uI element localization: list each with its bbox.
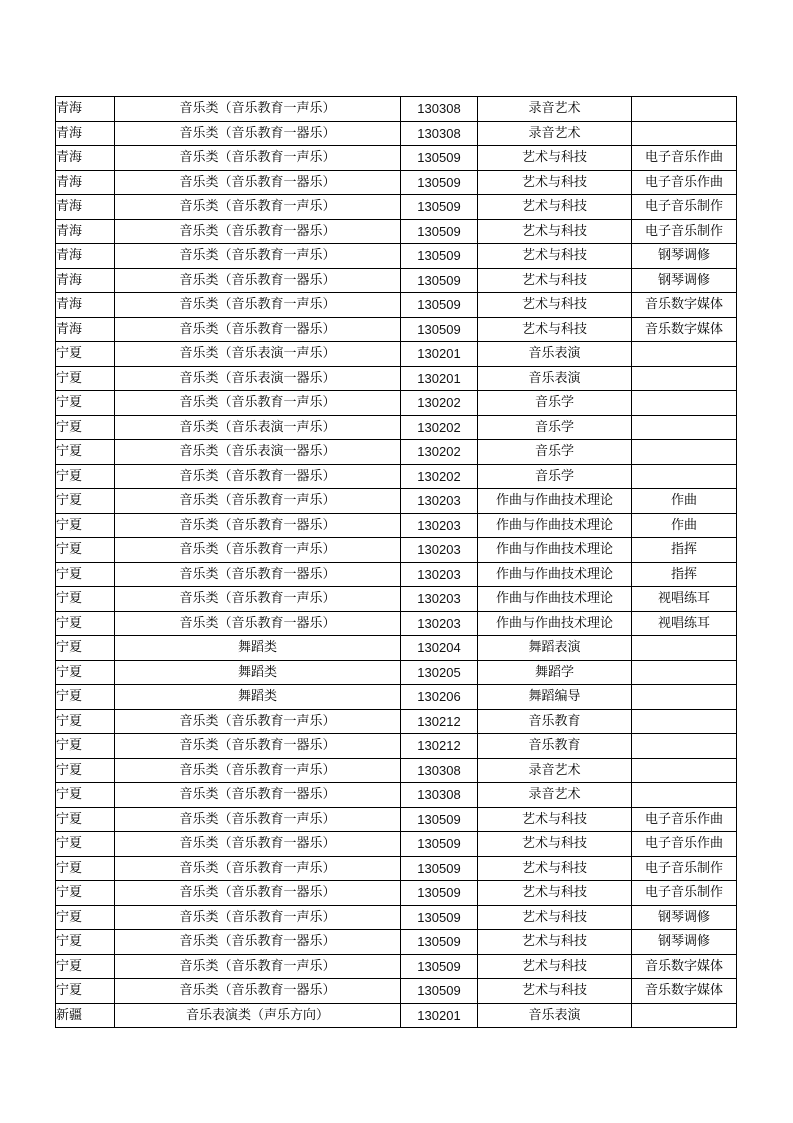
province-cell: 青海: [56, 219, 115, 244]
category-cell: 音乐类（音乐表演一器乐）: [115, 366, 401, 391]
direction-cell: [632, 685, 737, 710]
major-name-cell: 作曲与作曲技术理论: [478, 611, 632, 636]
direction-cell: [632, 783, 737, 808]
direction-cell: [632, 660, 737, 685]
major-name-cell: 艺术与科技: [478, 317, 632, 342]
category-cell: 音乐类（音乐教育一器乐）: [115, 219, 401, 244]
table-row: [56, 660, 737, 685]
major-code-cell: 130509: [401, 146, 478, 171]
table-row: [56, 391, 737, 416]
major-name-cell: 音乐学: [478, 440, 632, 465]
direction-cell: 电子音乐作曲: [632, 146, 737, 171]
province-cell: 青海: [56, 268, 115, 293]
province-cell: 宁夏: [56, 342, 115, 367]
direction-cell: 音乐数字媒体: [632, 293, 737, 318]
table-row: [56, 121, 737, 146]
table-row: [56, 832, 737, 857]
direction-cell: [632, 415, 737, 440]
category-cell: 音乐类（音乐教育一声乐）: [115, 856, 401, 881]
direction-cell: 电子音乐制作: [632, 195, 737, 220]
major-code-cell: 130308: [401, 783, 478, 808]
table-row: [56, 268, 737, 293]
category-cell: 音乐类（音乐教育一器乐）: [115, 979, 401, 1004]
major-name-cell: 作曲与作曲技术理论: [478, 489, 632, 514]
province-cell: 青海: [56, 97, 115, 122]
category-cell: 音乐类（音乐教育一器乐）: [115, 513, 401, 538]
direction-cell: [632, 758, 737, 783]
category-cell: 音乐类（音乐教育一器乐）: [115, 930, 401, 955]
direction-cell: 钢琴调修: [632, 905, 737, 930]
table-row: [56, 758, 737, 783]
category-cell: 音乐类（音乐教育一声乐）: [115, 538, 401, 563]
province-cell: 宁夏: [56, 464, 115, 489]
province-cell: 宁夏: [56, 391, 115, 416]
category-cell: 音乐类（音乐教育一声乐）: [115, 293, 401, 318]
major-name-cell: 艺术与科技: [478, 905, 632, 930]
province-cell: 宁夏: [56, 440, 115, 465]
major-code-cell: 130202: [401, 464, 478, 489]
category-cell: 音乐类（音乐教育一器乐）: [115, 317, 401, 342]
category-cell: 音乐类（音乐表演一声乐）: [115, 342, 401, 367]
direction-cell: 视唱练耳: [632, 587, 737, 612]
direction-cell: 音乐数字媒体: [632, 317, 737, 342]
direction-cell: [632, 440, 737, 465]
major-name-cell: 艺术与科技: [478, 195, 632, 220]
category-cell: 音乐类（音乐教育一器乐）: [115, 783, 401, 808]
major-name-cell: 艺术与科技: [478, 219, 632, 244]
major-name-cell: 艺术与科技: [478, 807, 632, 832]
table-row: [56, 538, 737, 563]
table-row: [56, 930, 737, 955]
province-cell: 宁夏: [56, 881, 115, 906]
major-name-cell: 音乐表演: [478, 366, 632, 391]
major-code-cell: 130509: [401, 881, 478, 906]
category-cell: 舞蹈类: [115, 636, 401, 661]
province-cell: 宁夏: [56, 538, 115, 563]
table-row: [56, 415, 737, 440]
admissions-table: [55, 96, 737, 1028]
major-name-cell: 艺术与科技: [478, 146, 632, 171]
direction-cell: [632, 97, 737, 122]
direction-cell: [632, 636, 737, 661]
province-cell: 宁夏: [56, 856, 115, 881]
category-cell: 舞蹈类: [115, 660, 401, 685]
province-cell: 新疆: [56, 1003, 115, 1028]
major-name-cell: 音乐教育: [478, 734, 632, 759]
category-cell: 音乐类（音乐教育一器乐）: [115, 562, 401, 587]
province-cell: 宁夏: [56, 930, 115, 955]
province-cell: 青海: [56, 146, 115, 171]
major-code-cell: 130204: [401, 636, 478, 661]
category-cell: 音乐类（音乐教育一声乐）: [115, 146, 401, 171]
category-cell: 音乐类（音乐教育一器乐）: [115, 832, 401, 857]
table-row: [56, 146, 737, 171]
major-code-cell: 130308: [401, 758, 478, 783]
category-cell: 音乐类（音乐教育一声乐）: [115, 807, 401, 832]
table-row: [56, 783, 737, 808]
major-name-cell: 艺术与科技: [478, 979, 632, 1004]
category-cell: 音乐类（音乐教育一器乐）: [115, 268, 401, 293]
major-code-cell: 130509: [401, 832, 478, 857]
province-cell: 青海: [56, 317, 115, 342]
table-row: [56, 562, 737, 587]
direction-cell: 电子音乐制作: [632, 881, 737, 906]
direction-cell: 钢琴调修: [632, 268, 737, 293]
major-code-cell: 130203: [401, 562, 478, 587]
category-cell: 音乐类（音乐教育一声乐）: [115, 905, 401, 930]
direction-cell: [632, 342, 737, 367]
province-cell: 青海: [56, 195, 115, 220]
province-cell: 宁夏: [56, 954, 115, 979]
direction-cell: 钢琴调修: [632, 244, 737, 269]
major-code-cell: 130201: [401, 366, 478, 391]
major-name-cell: 音乐学: [478, 464, 632, 489]
province-cell: 宁夏: [56, 783, 115, 808]
category-cell: 音乐类（音乐教育一器乐）: [115, 464, 401, 489]
category-cell: 音乐类（音乐教育一器乐）: [115, 611, 401, 636]
major-code-cell: 130205: [401, 660, 478, 685]
major-code-cell: 130203: [401, 513, 478, 538]
category-cell: 音乐类（音乐教育一器乐）: [115, 881, 401, 906]
province-cell: 宁夏: [56, 366, 115, 391]
category-cell: 音乐类（音乐教育一声乐）: [115, 195, 401, 220]
major-code-cell: 130509: [401, 807, 478, 832]
province-cell: 宁夏: [56, 734, 115, 759]
major-code-cell: 130509: [401, 856, 478, 881]
major-name-cell: 艺术与科技: [478, 832, 632, 857]
table-row: [56, 244, 737, 269]
major-name-cell: 舞蹈编导: [478, 685, 632, 710]
major-name-cell: 舞蹈表演: [478, 636, 632, 661]
major-name-cell: 作曲与作曲技术理论: [478, 587, 632, 612]
major-code-cell: 130201: [401, 342, 478, 367]
major-name-cell: 录音艺术: [478, 783, 632, 808]
major-name-cell: 音乐学: [478, 391, 632, 416]
province-cell: 宁夏: [56, 562, 115, 587]
category-cell: 舞蹈类: [115, 685, 401, 710]
table-row: [56, 905, 737, 930]
major-code-cell: 130203: [401, 611, 478, 636]
direction-cell: [632, 734, 737, 759]
category-cell: 音乐类（音乐教育一器乐）: [115, 734, 401, 759]
category-cell: 音乐表演类（声乐方向）: [115, 1003, 401, 1028]
major-code-cell: 130202: [401, 415, 478, 440]
major-code-cell: 130509: [401, 244, 478, 269]
direction-cell: [632, 391, 737, 416]
province-cell: 宁夏: [56, 758, 115, 783]
major-name-cell: 录音艺术: [478, 97, 632, 122]
major-name-cell: 作曲与作曲技术理论: [478, 538, 632, 563]
major-code-cell: 130203: [401, 538, 478, 563]
table-row: [56, 1003, 737, 1028]
category-cell: 音乐类（音乐教育一声乐）: [115, 709, 401, 734]
table-row: [56, 979, 737, 1004]
major-code-cell: 130509: [401, 219, 478, 244]
province-cell: 宁夏: [56, 709, 115, 734]
province-cell: 宁夏: [56, 636, 115, 661]
direction-cell: 视唱练耳: [632, 611, 737, 636]
major-name-cell: 录音艺术: [478, 758, 632, 783]
major-code-cell: 130509: [401, 979, 478, 1004]
table-row: [56, 709, 737, 734]
major-code-cell: 130203: [401, 587, 478, 612]
major-name-cell: 录音艺术: [478, 121, 632, 146]
major-name-cell: 作曲与作曲技术理论: [478, 562, 632, 587]
province-cell: 青海: [56, 244, 115, 269]
major-code-cell: 130202: [401, 391, 478, 416]
major-code-cell: 130509: [401, 930, 478, 955]
province-cell: 宁夏: [56, 832, 115, 857]
table-row: [56, 170, 737, 195]
major-code-cell: 130212: [401, 709, 478, 734]
category-cell: 音乐类（音乐表演一声乐）: [115, 415, 401, 440]
direction-cell: 电子音乐制作: [632, 856, 737, 881]
direction-cell: 指挥: [632, 562, 737, 587]
direction-cell: 电子音乐作曲: [632, 832, 737, 857]
direction-cell: [632, 121, 737, 146]
table-row: [56, 513, 737, 538]
major-name-cell: 艺术与科技: [478, 244, 632, 269]
table-row: [56, 97, 737, 122]
table-row: [56, 587, 737, 612]
major-name-cell: 艺术与科技: [478, 930, 632, 955]
major-code-cell: 130509: [401, 170, 478, 195]
table-row: [56, 734, 737, 759]
province-cell: 青海: [56, 170, 115, 195]
category-cell: 音乐类（音乐教育一器乐）: [115, 170, 401, 195]
table-row: [56, 366, 737, 391]
major-code-cell: 130206: [401, 685, 478, 710]
category-cell: 音乐类（音乐教育一声乐）: [115, 97, 401, 122]
direction-cell: 作曲: [632, 513, 737, 538]
major-code-cell: 130212: [401, 734, 478, 759]
major-name-cell: 作曲与作曲技术理论: [478, 513, 632, 538]
direction-cell: 指挥: [632, 538, 737, 563]
major-code-cell: 130509: [401, 905, 478, 930]
province-cell: 宁夏: [56, 587, 115, 612]
province-cell: 宁夏: [56, 513, 115, 538]
direction-cell: 音乐数字媒体: [632, 979, 737, 1004]
category-cell: 音乐类（音乐教育一声乐）: [115, 954, 401, 979]
major-code-cell: 130203: [401, 489, 478, 514]
major-code-cell: 130202: [401, 440, 478, 465]
major-name-cell: 艺术与科技: [478, 293, 632, 318]
province-cell: 青海: [56, 293, 115, 318]
major-code-cell: 130308: [401, 97, 478, 122]
direction-cell: 电子音乐作曲: [632, 170, 737, 195]
direction-cell: 电子音乐制作: [632, 219, 737, 244]
category-cell: 音乐类（音乐教育一声乐）: [115, 587, 401, 612]
category-cell: 音乐类（音乐教育一声乐）: [115, 391, 401, 416]
table-row: [56, 464, 737, 489]
table-row: [56, 881, 737, 906]
direction-cell: [632, 709, 737, 734]
category-cell: 音乐类（音乐教育一器乐）: [115, 121, 401, 146]
direction-cell: 音乐数字媒体: [632, 954, 737, 979]
major-name-cell: 艺术与科技: [478, 170, 632, 195]
major-code-cell: 130509: [401, 195, 478, 220]
table-row: [56, 856, 737, 881]
table-row: [56, 685, 737, 710]
category-cell: 音乐类（音乐表演一器乐）: [115, 440, 401, 465]
major-name-cell: 音乐教育: [478, 709, 632, 734]
table-row: [56, 195, 737, 220]
major-code-cell: 130201: [401, 1003, 478, 1028]
table-row: [56, 954, 737, 979]
category-cell: 音乐类（音乐教育一声乐）: [115, 244, 401, 269]
major-name-cell: 音乐学: [478, 415, 632, 440]
direction-cell: [632, 464, 737, 489]
table-row: [56, 807, 737, 832]
province-cell: 宁夏: [56, 489, 115, 514]
major-code-cell: 130509: [401, 268, 478, 293]
major-code-cell: 130308: [401, 121, 478, 146]
major-code-cell: 130509: [401, 954, 478, 979]
major-name-cell: 艺术与科技: [478, 954, 632, 979]
province-cell: 宁夏: [56, 685, 115, 710]
direction-cell: [632, 1003, 737, 1028]
province-cell: 宁夏: [56, 979, 115, 1004]
province-cell: 宁夏: [56, 807, 115, 832]
category-cell: 音乐类（音乐教育一声乐）: [115, 489, 401, 514]
direction-cell: 钢琴调修: [632, 930, 737, 955]
table-row: [56, 293, 737, 318]
province-cell: 宁夏: [56, 905, 115, 930]
direction-cell: [632, 366, 737, 391]
table-row: [56, 317, 737, 342]
direction-cell: 电子音乐作曲: [632, 807, 737, 832]
major-name-cell: 艺术与科技: [478, 881, 632, 906]
category-cell: 音乐类（音乐教育一声乐）: [115, 758, 401, 783]
major-name-cell: 音乐表演: [478, 342, 632, 367]
province-cell: 宁夏: [56, 415, 115, 440]
table-body: [56, 97, 737, 1028]
table-row: [56, 489, 737, 514]
major-name-cell: 舞蹈学: [478, 660, 632, 685]
province-cell: 青海: [56, 121, 115, 146]
table-row: [56, 440, 737, 465]
table-row: [56, 219, 737, 244]
province-cell: 宁夏: [56, 611, 115, 636]
major-name-cell: 音乐表演: [478, 1003, 632, 1028]
table-row: [56, 611, 737, 636]
major-name-cell: 艺术与科技: [478, 268, 632, 293]
direction-cell: 作曲: [632, 489, 737, 514]
major-name-cell: 艺术与科技: [478, 856, 632, 881]
province-cell: 宁夏: [56, 660, 115, 685]
major-code-cell: 130509: [401, 317, 478, 342]
major-code-cell: 130509: [401, 293, 478, 318]
table-row: [56, 636, 737, 661]
table-row: [56, 342, 737, 367]
